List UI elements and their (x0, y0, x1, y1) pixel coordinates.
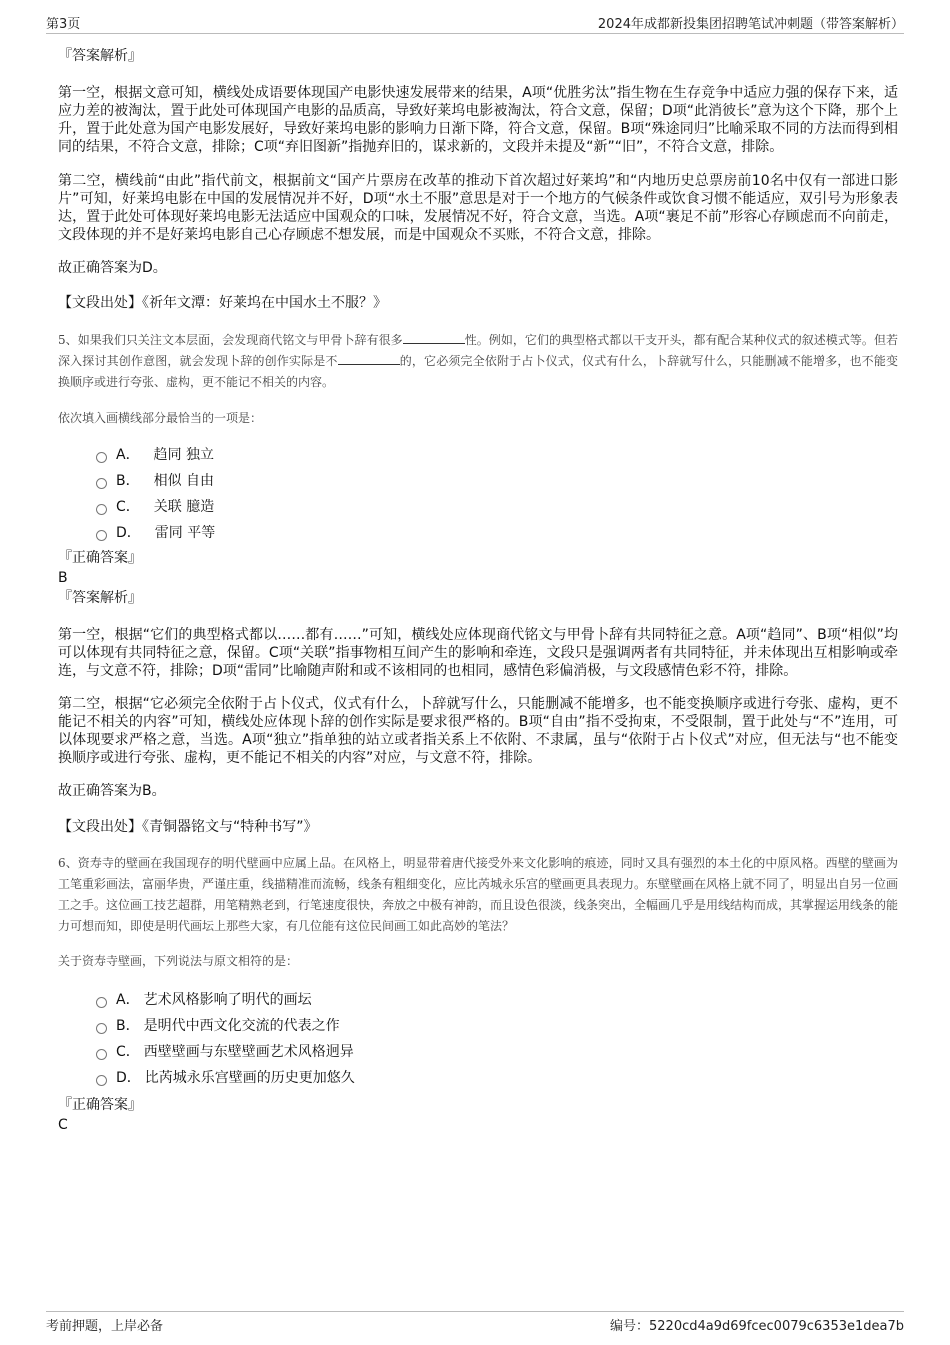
page-content (58, 40, 898, 1135)
option-letter: D． (116, 1070, 141, 1086)
option-d[interactable] (96, 524, 898, 542)
source-citation: 【文段出处】《祈年文潭：好莱坞在中国水土不服？》 (58, 295, 387, 311)
analysis-label: 『答案解析』 (58, 48, 142, 64)
option-letter: A． (116, 992, 140, 1008)
code-label: 编号： (610, 1319, 650, 1334)
document-code (610, 1315, 904, 1334)
question-5-text-part: 性。例如，它们的典型格式都以干支开头，都有配合某种仪式的叙述模式等。但若深入探讨其创作意图，就会发现卜辞的创作实际是不 (58, 333, 898, 368)
option-text: 雷同 平等 (154, 525, 216, 541)
question-6-options (58, 991, 898, 1087)
analysis-paragraph: 第一空，根据文意可知，横线处成语要体现国产电影快速发展带来的结果，A项“优胜劣汰”指生物在生存竞争中适应力强的保存下来，适应力差的被淘汰，置于此处可体现国产电影的品质高，导致好莱坞电影被淘汰，符合文意，保留；D项“此消彼长”意为这个下降，那个上升，置于此处意为国产电影发展好，导致好莱坞电影的影响力日渐下降，符合文意，保留。B项“殊途同归”比喻采取不同的方法而得到相同的结果，不符合文意，排除；C项“弃旧图新”指抛弃旧的，谋求新的，文段并未提及“新”“旧”，不符合文意，排除。 (58, 85, 898, 155)
option-letter: C． (116, 1044, 140, 1060)
correct-answer-label: 『正确答案』 (58, 550, 142, 566)
correct-answer-value: C (58, 1117, 68, 1133)
option-letter: B． (116, 473, 140, 489)
document-title: 2024年成都新投集团招聘笔试冲刺题（带答案解析） (597, 17, 904, 32)
option-c[interactable] (96, 1043, 898, 1061)
radio-icon[interactable] (96, 452, 107, 463)
radio-icon[interactable] (96, 504, 107, 515)
analysis-paragraph: 第二空，根据“它必须完全依附于占卜仪式，仪式有什么，卜辞就写什么，只能删减不能增多，也不能变换顺序或进行夸张、虚构，更不能记不相关的内容”可知，横线处应体现卜辞的创作实际是要求很严格的。B项“自由”指不受拘束，不受限制，置于此处与“不”连用，可以体现要求严格之意，当选。A项“独立”指单独的站立或者指关系上不依附、不隶属，虽与“依附于占卜仪式”对应，但无法与“也不能变换顺序或进行夸张、虚构，更不能记不相关的内容”对应，与文意不符，排除。 (58, 696, 898, 766)
page-footer (46, 1311, 904, 1334)
option-letter: D． (116, 525, 141, 541)
radio-icon[interactable] (96, 478, 107, 489)
radio-icon[interactable] (96, 997, 107, 1008)
analysis-paragraph: 第一空，根据“它们的典型格式都以……都有……”可知，横线处应体现商代铭文与甲骨卜辞有共同特征之意。A项“趋同”、B项“相似”均可以体现有共同特征之意，保留。C项“关联”指事物相互间产生的影响和牵连，文段只是强调两者有共同特征，并未体现出互相影响或牵连，与文意不符，排除；D项“雷同”比喻随声附和或不该相同的也相同，感情色彩偏消极，与文段感情色彩不符，排除。 (58, 627, 898, 679)
analysis-paragraph: 第二空，横线前“由此”指代前文，根据前文“国产片票房在改革的推动下首次超过好莱坞”和“内地历史总票房前10名中仅有一部进口影片”可知，好莱坞电影在中国的发展情况并不好，D项“水土不服”意思是对于一个地方的气候条件或饮食习惯不能适应，双引号为形象表达，置于此处可体现好莱坞电影无法适应中国观众的口味，发展情况不好，符合文意，当选。A项“裹足不前”形容心存顾虑而不向前走，文段体现的并不是好莱坞电影自己心存顾虑不想发展，而是中国观众不买账，不符合文意，排除。 (58, 173, 898, 243)
question-5-options (58, 446, 898, 542)
option-text: 相似 自由 (153, 473, 215, 489)
option-text: 趋同 独立 (153, 447, 215, 463)
option-c[interactable] (96, 498, 898, 516)
question-5-text-part: 5、如果我们只关注文本层面，会发现商代铭文与甲骨卜辞有很多 (58, 333, 403, 347)
correct-answer-value: B (58, 570, 68, 586)
fill-blank (403, 332, 465, 344)
code-value: 5220cd4a9d69fcec0079c6353e1dea7b (649, 1319, 904, 1334)
radio-icon[interactable] (96, 530, 107, 541)
question-5-text (58, 330, 898, 393)
option-letter: A． (116, 447, 140, 463)
option-text: 西壁壁画与东壁壁画艺术风格迥异 (143, 1044, 354, 1060)
question-5-instruction: 依次填入画横线部分最恰当的一项是： (58, 411, 263, 425)
page-number: 第3页 (46, 17, 81, 32)
page-header (46, 13, 904, 34)
question-5-text-part: 的，它必须完全依附于占卜仪式，仪式有什么，卜辞就写什么，只能删减不能增多，也不能变换顺序或进行夸张、虚构，更不能记不相关的内容。 (58, 354, 898, 389)
source-citation: 【文段出处】《青铜器铭文与“特种书写”》 (58, 819, 318, 835)
option-text: 比芮城永乐宫壁画的历史更加悠久 (144, 1070, 355, 1086)
correct-answer-label: 『正确答案』 (58, 1097, 142, 1113)
option-b[interactable] (96, 1017, 898, 1035)
conclusion-text: 故正确答案为D。 (58, 260, 167, 276)
radio-icon[interactable] (96, 1049, 107, 1060)
option-a[interactable] (96, 446, 898, 464)
option-letter: B． (116, 1018, 140, 1034)
option-d[interactable] (96, 1069, 898, 1087)
radio-icon[interactable] (96, 1023, 107, 1034)
option-b[interactable] (96, 472, 898, 490)
option-text: 艺术风格影响了明代的画坛 (143, 992, 312, 1008)
analysis-label: 『答案解析』 (58, 590, 142, 606)
option-letter: C． (116, 499, 140, 515)
option-text: 关联 臆造 (153, 499, 215, 515)
option-a[interactable] (96, 991, 898, 1009)
question-6-instruction: 关于资寿寺壁画，下列说法与原文相符的是： (58, 954, 299, 968)
fill-blank (338, 353, 400, 365)
option-text: 是明代中西文化交流的代表之作 (143, 1018, 340, 1034)
footer-slogan: 考前押题，上岸必备 (46, 1319, 164, 1334)
conclusion-text: 故正确答案为B。 (58, 783, 166, 799)
question-6-text: 6、资寿寺的壁画在我国现存的明代壁画中应属上品。在风格上，明显带着唐代接受外来文化影响的痕迹，同时又具有强烈的本土化的中原风格。西壁的壁画为工笔重彩画法，富丽华贵，严谨庄重，线描精准而流畅，线条有粗细变化，应比芮城永乐宫的壁画更具表现力。东壁壁画在风格上就不同了，明显出自另一位画工之手。这位画工技艺超群，用笔精熟老到，行笔速度很快，奔放之中极有神韵，而且设色很淡，线条突出，全幅画几乎是用线结构而成，其掌握运用线条的能力可想而知，即使是明代画坛上那些大家，有几位能有这位民间画工如此高妙的笔法？ (58, 856, 899, 933)
radio-icon[interactable] (96, 1075, 107, 1086)
